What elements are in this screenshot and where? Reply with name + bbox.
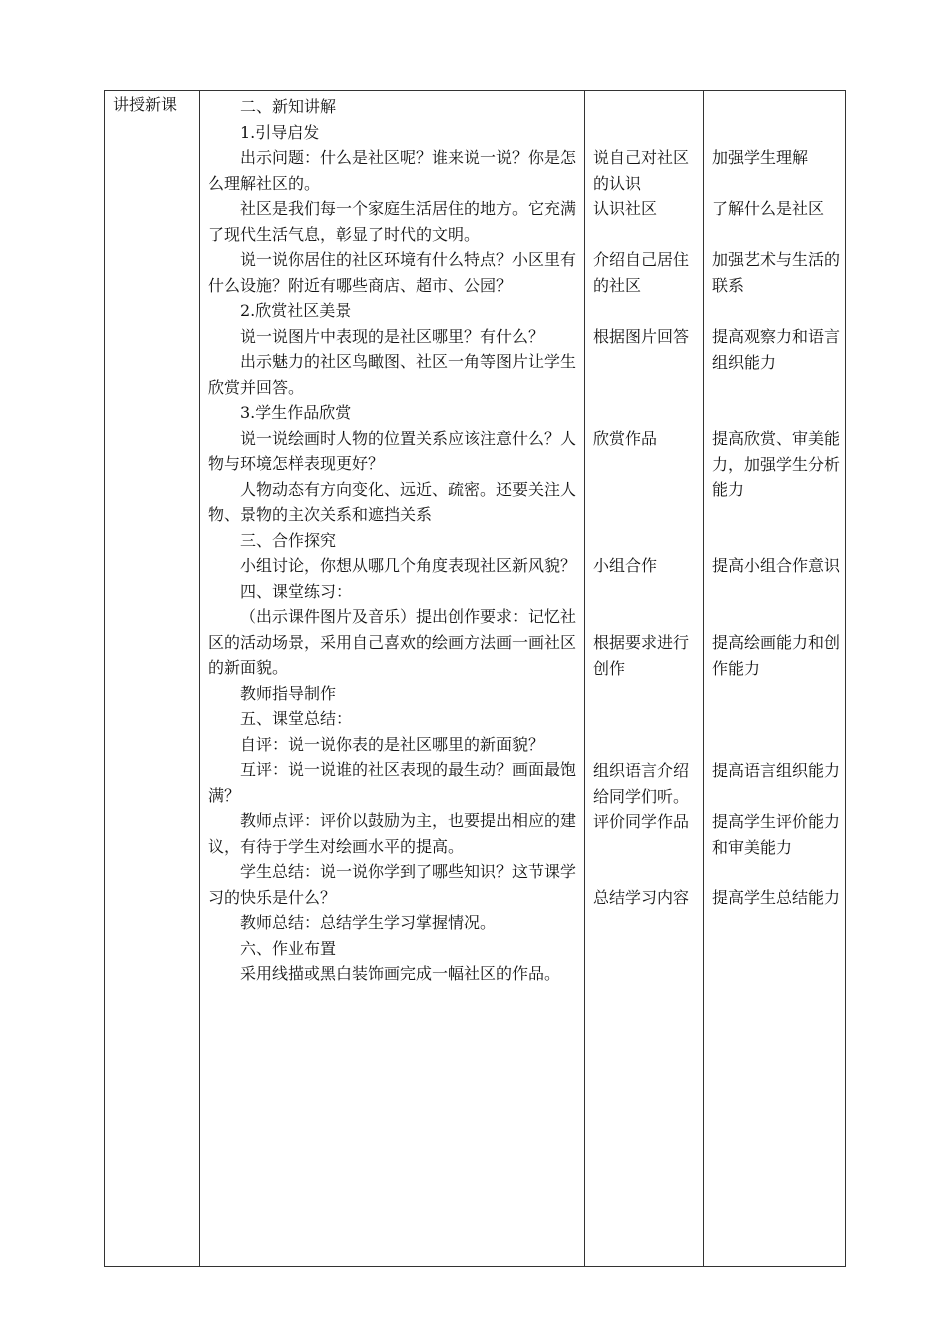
design-purpose: 提高小组合作意识: [712, 556, 841, 575]
subsection-heading: 2.欣赏社区美景: [240, 301, 352, 320]
design-purpose: 提高观察力和语言组织能力: [712, 327, 841, 372]
content-paragraph: 小组讨论，你想从哪几个角度表现社区新风貌？: [240, 556, 577, 575]
content-paragraph: 出示魅力的社区鸟瞰图、社区一角等图片让学生欣赏并回答。: [208, 352, 577, 397]
column-divider: [703, 90, 704, 1267]
student-activity: 说自己对社区的认识: [593, 148, 690, 193]
design-purpose: 提高欣赏、审美能力，加强学生分析能力: [712, 429, 841, 499]
student-activity: 认识社区: [593, 199, 658, 218]
content-paragraph: 说一说你居住的社区环境有什么特点？小区里有什么设施？附近有哪些商店、超市、公园？: [208, 250, 577, 295]
student-activity: 介绍自己居住的社区: [593, 250, 690, 295]
section-heading: 四、课堂练习：: [240, 581, 353, 601]
content-paragraph: （出示课件图片及音乐）提出创作要求：记忆社区的活动场景，采用自己喜欢的绘画方法画一画社区的新面貌。: [208, 607, 577, 677]
student-activity: 小组合作: [593, 556, 658, 575]
content-paragraph: 社区是我们每一个家庭生活居住的地方。它充满了现代生活气息，彰显了时代的文明。: [208, 199, 577, 244]
design-purpose: 提高绘画能力和创作能力: [712, 633, 841, 678]
teaching-content: [208, 94, 578, 987]
student-activity: 根据要求进行创作: [593, 633, 690, 678]
design-purpose: 加强艺术与生活的联系: [712, 250, 841, 295]
design-purpose: 提高学生评价能力和审美能力: [712, 812, 841, 857]
column-divider: [584, 90, 585, 1267]
content-paragraph: 教师点评：评价以鼓励为主，也要提出相应的建议，有待于学生对绘画水平的提高。: [208, 811, 577, 856]
content-paragraph: 出示问题：什么是社区呢？谁来说一说？你是怎么理解社区的。: [208, 148, 577, 193]
content-paragraph: 说一说图片中表现的是社区哪里？有什么？: [240, 326, 545, 346]
design-purpose: 了解什么是社区: [712, 199, 825, 218]
section-heading: 三、合作探究: [240, 530, 337, 550]
column-divider: [199, 90, 200, 1267]
content-paragraph: 教师指导制作: [240, 683, 337, 703]
subsection-heading: 3.学生作品欣赏: [240, 403, 352, 422]
student-activity: 根据图片回答: [593, 327, 690, 346]
content-paragraph: 互评：说一说谁的社区表现的最生动？画面最饱满？: [208, 760, 577, 805]
content-paragraph: 采用线描或黑白装饰画完成一幅社区的作品。: [240, 964, 561, 983]
content-paragraph: 教师总结：总结学生学习掌握情况。: [240, 913, 497, 932]
design-purpose: 提高语言组织能力: [712, 761, 841, 780]
content-paragraph: 学生总结：说一说你学到了哪些知识？这节课学习的快乐是什么？: [208, 862, 577, 907]
section-heading: 五、课堂总结：: [240, 709, 353, 728]
student-activity: 组织语言介绍给同学们听。: [593, 761, 690, 806]
section-heading: 二、新知讲解: [240, 97, 337, 116]
design-purpose: 提高学生总结能力: [712, 888, 841, 907]
section-heading: 六、作业布置: [240, 938, 337, 958]
content-paragraph: 人物动态有方向变化、远近、疏密。还要关注人物、景物的主次关系和遮挡关系: [208, 479, 577, 524]
content-paragraph: 说一说绘画时人物的位置关系应该注意什么？人物与环境怎样表现更好？: [208, 428, 577, 473]
student-activity: 评价同学作品: [593, 812, 690, 831]
design-purpose: 加强学生理解: [712, 148, 809, 167]
stage-label: 讲授新课: [113, 95, 178, 114]
subsection-heading: 1.引导启发: [240, 122, 320, 142]
student-activity: 总结学习内容: [593, 888, 690, 907]
content-paragraph: 自评：说一说你表的是社区哪里的新面貌？: [240, 734, 545, 754]
student-activity: 欣赏作品: [593, 429, 658, 448]
